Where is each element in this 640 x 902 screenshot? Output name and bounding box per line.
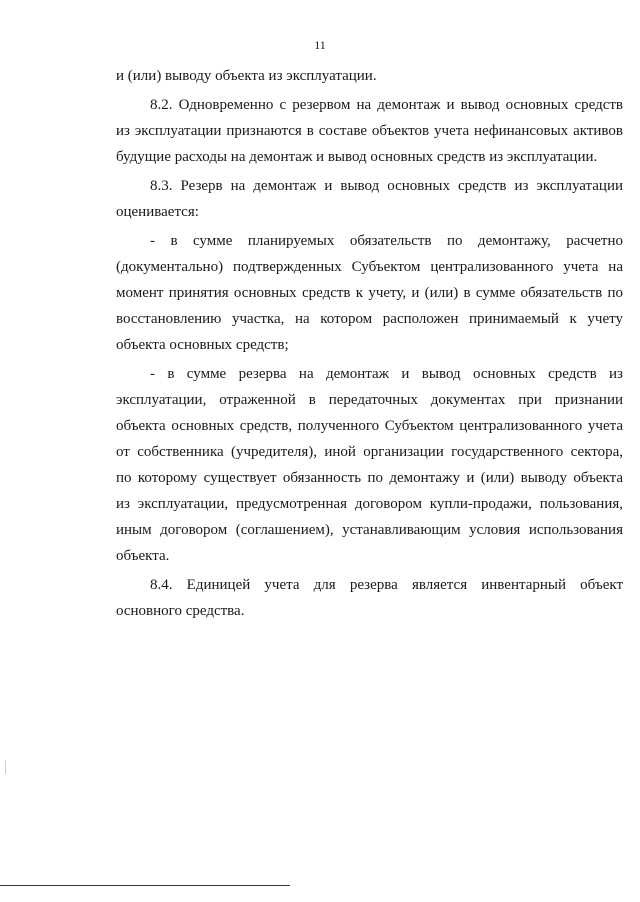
text-line: объекта основных средств; bbox=[116, 337, 289, 353]
text-line: (документально) подтвержденных Субъектом централизованного учета на bbox=[116, 259, 623, 275]
text-line: основного средства. bbox=[116, 603, 245, 619]
text-line: по которому существует обязанность по демонтажу и (или) выводу объекта bbox=[116, 470, 623, 486]
paragraph-continuation bbox=[116, 63, 623, 89]
text-line: эксплуатации, отраженной в передаточных документах при признании bbox=[116, 392, 623, 408]
list-item-planned-obligations bbox=[116, 228, 623, 358]
text-line: 8.4. Единицей учета для резерва является инвентарный объект bbox=[150, 577, 623, 593]
document-body bbox=[116, 63, 623, 624]
scan-artifact bbox=[5, 760, 6, 774]
text-line: 8.3. Резерв на демонтаж и вывод основных средств из эксплуатации bbox=[150, 178, 623, 194]
text-line: объекта основных средств, полученного Субъектом централизованного учета bbox=[116, 418, 623, 434]
text-line: 8.2. Одновременно с резервом на демонтаж и вывод основных средств bbox=[150, 97, 623, 113]
text-line: объекта. bbox=[116, 548, 170, 564]
text-line: и (или) выводу объекта из эксплуатации. bbox=[116, 68, 377, 84]
text-line: - в сумме резерва на демонтаж и вывод основных средств из bbox=[150, 366, 623, 382]
paragraph-8-2 bbox=[116, 92, 623, 170]
text-line: момент принятия основных средств к учету, и (или) в сумме обязательств по bbox=[116, 285, 623, 301]
footer-rule bbox=[0, 885, 290, 886]
list-item-transfer-reserve bbox=[116, 361, 623, 569]
text-line: из эксплуатации, предусмотренная договором купли-продажи, пользования, bbox=[116, 496, 623, 512]
text-line: иным договором (соглашением), устанавливающим условия использования bbox=[116, 522, 623, 538]
text-line: из эксплуатации признаются в составе объектов учета нефинансовых активов bbox=[116, 123, 623, 139]
text-line: оценивается: bbox=[116, 204, 199, 220]
paragraph-8-4 bbox=[116, 572, 623, 624]
text-line: - в сумме планируемых обязательств по демонтажу, расчетно bbox=[150, 233, 623, 249]
text-line: будущие расходы на демонтаж и вывод основных средств из эксплуатации. bbox=[116, 149, 598, 165]
text-line: восстановлению участка, на котором расположен принимаемый к учету bbox=[116, 311, 623, 327]
paragraph-8-3 bbox=[116, 173, 623, 225]
page-number: 11 bbox=[314, 38, 326, 52]
text-line: от собственника (учредителя), иной организации государственного сектора, bbox=[116, 444, 623, 460]
